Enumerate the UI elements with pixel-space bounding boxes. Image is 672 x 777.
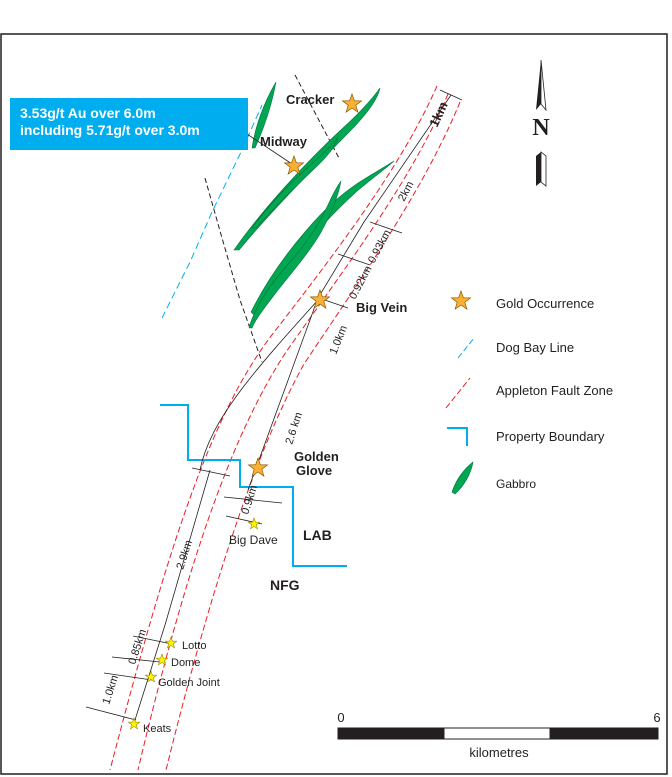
assay-callout	[10, 98, 248, 150]
scale-segment-1	[338, 728, 444, 739]
star-keats	[128, 718, 139, 729]
distance-29km: 2.9km	[174, 538, 196, 571]
legend-dog-bay-icon	[458, 338, 474, 358]
north-arrow-head	[536, 60, 541, 110]
distance-1km: 1km	[426, 99, 451, 130]
scale-bar	[337, 710, 660, 760]
legend-gold-icon	[451, 291, 470, 309]
tick	[440, 90, 462, 100]
north-arrow-head-light	[541, 60, 546, 110]
scale-min: 0	[337, 710, 345, 725]
tick	[192, 468, 230, 476]
fault-strand	[110, 86, 437, 770]
label-golden-glove-line2: Glove	[296, 463, 333, 478]
distance-093km: 0.93km	[366, 227, 394, 266]
gabbro-bodies	[234, 82, 394, 328]
legend-boundary-icon	[447, 428, 467, 446]
callout-line-2: including 5.71g/t over 3.0m	[20, 122, 200, 138]
legend-gold-occurrence: Gold Occurrence	[496, 296, 595, 311]
star-cracker	[342, 94, 361, 112]
legend-gabbro: Gabbro	[496, 477, 537, 491]
scale-unit: kilometres	[469, 745, 529, 760]
distance-2km: 2km	[396, 179, 417, 204]
label-nfg: NFG	[270, 577, 300, 593]
label-midway: Midway	[260, 134, 307, 149]
scale-segment-2	[444, 728, 550, 739]
label-lab: LAB	[303, 527, 332, 543]
label-lotto: Lotto	[182, 640, 207, 652]
label-cracker: Cracker	[286, 92, 335, 107]
scale-segment-3	[550, 728, 658, 739]
star-dome	[156, 654, 167, 665]
legend-property-boundary: Property Boundary	[496, 429, 605, 444]
label-keats: Keats	[143, 723, 172, 735]
dashed-structure-west	[205, 178, 262, 362]
legend-fault-icon	[446, 378, 470, 408]
distance-092km: 0.92km	[347, 263, 375, 302]
distance-10km-north: 1.0km	[327, 323, 351, 357]
star-big-dave	[248, 518, 259, 529]
star-golden-glove	[248, 458, 267, 476]
north-arrow-tail-light	[541, 152, 546, 186]
north-arrow	[532, 60, 550, 186]
legend-appleton-fault-zone: Appleton Fault Zone	[496, 383, 614, 398]
distance-085km: 0.85km	[126, 627, 150, 666]
legend-dog-bay-line: Dog Bay Line	[496, 340, 575, 355]
label-dome: Dome	[171, 657, 201, 669]
distance-26km: 2.6 km	[283, 410, 306, 446]
north-label: N	[532, 115, 550, 141]
distance-10km-south: 1.0km	[100, 673, 122, 706]
gold-occurrences	[128, 94, 361, 729]
label-golden-joint: Golden Joint	[158, 677, 220, 689]
fault-strand	[166, 102, 460, 770]
distance-09km: 0.9km	[239, 483, 261, 516]
tick	[86, 707, 136, 720]
star-lotto	[165, 637, 176, 648]
measure-line-inner	[200, 300, 318, 470]
distance-labels	[100, 99, 450, 706]
label-big-dave: Big Dave	[229, 533, 278, 547]
callout-line-1: 3.53g/t Au over 6.0m	[20, 105, 156, 121]
north-arrow-tail	[536, 152, 541, 186]
label-big-vein: Big Vein	[356, 300, 408, 315]
label-golden-glove-line1: Golden	[294, 449, 339, 464]
legend	[446, 291, 613, 494]
scale-max: 6	[653, 710, 661, 725]
legend-gabbro-icon	[452, 462, 473, 494]
